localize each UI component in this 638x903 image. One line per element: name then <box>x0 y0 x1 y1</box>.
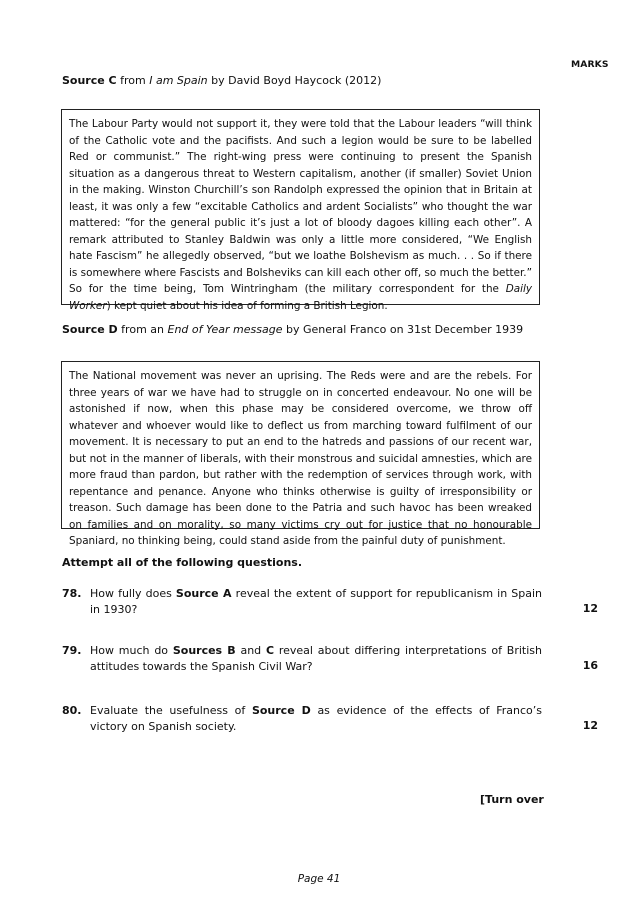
source-d-title: End of Year message <box>167 323 283 336</box>
source-c-daily-worker: Daily Worker <box>69 283 532 312</box>
turn-over: [Turn over <box>480 793 544 806</box>
question-80 <box>62 703 542 734</box>
question-text: Evaluate the usefulness of Source D as evidence of the effects of Franco’s victory on Spanish society. <box>90 704 542 733</box>
question-text: How fully does Source A reveal the extent of support for republicanism in Spain in 1930? <box>90 587 542 616</box>
source-c-heading <box>62 74 381 87</box>
source-d-box <box>61 361 540 547</box>
source-d-prefix: from an <box>117 323 168 336</box>
source-d-suffix: by General Franco on 31st December 1939 <box>282 323 524 336</box>
source-c-text: The Labour Party would not support it, they were told that the Labour leaders “will think of the Catholic vote and the pacifists. And such a legion would be sure to be labelled Red or communist.” The right-wing press were continuing to present the Spanish situation as a dangerous threat to Western capitalism, another (if smaller) Soviet Union in the making. Winston Churchill’s son Randolph expressed the opinion that in Britain at least, it was only a few “excitable Catholics and ardent Socialists” who thought the war mattered: “for the general public it’s just a lot of bloody dagoes killing each other”. A remark attributed to Stanley Baldwin was only a little more considered, “We English hate Fascism” he allegedly observed, “but we loathe Bolshevism as much. . . So if there is somewhere where Fascists and Bolsheviks can kill each other off, so much the better.” So for the time being, Tom Wintringham (the military correspondent for the <box>69 118 532 295</box>
question-number: 78. <box>62 587 82 600</box>
question-text: How much do Sources B and C reveal about differing interpretations of British attitudes towards the Spanish Civil War? <box>90 644 542 673</box>
source-d-label: Source D <box>62 323 118 336</box>
source-d-heading <box>62 323 523 336</box>
source-c-suffix: by David Boyd Haycock (2012) <box>207 74 382 87</box>
question-79-marks: 16 <box>582 659 598 672</box>
source-c-box <box>61 109 540 312</box>
question-79 <box>62 643 542 674</box>
question-80-marks: 12 <box>582 719 598 732</box>
source-c-title: I am Spain <box>149 74 208 87</box>
question-number: 80. <box>62 704 82 717</box>
question-78 <box>62 586 542 617</box>
page-number: Page 41 <box>297 873 341 885</box>
question-number: 79. <box>62 644 82 657</box>
instruction: Attempt all of the following questions. <box>62 556 303 569</box>
source-c-text-end: ) kept quiet about his idea of forming a British Legion. <box>106 299 388 312</box>
question-78-marks: 12 <box>582 602 598 615</box>
source-d-text: The National movement was never an uprising. The Reds were and are the rebels. For three years of war we have had to struggle on in concerted endeavour. No one will be astonished if now, when this phase may be considered overcome, we throw off whatever and whoever would like to deflect us from marching toward fulfilment of our movement. It is necessary to put an end to the hatreds and passions of our recent war, but not in the manner of liberals, with their monstrous and suicidal amnesties, which are more fraud than pardon, but rather with the redemption of services through work, with repentance and penance. Anyone who thinks otherwise is guilty of irresponsibility or treason. Such damage has been done to the Patria and such havoc has been wreaked on families and on morality, so many victims cry out for justice that no honourable Spaniard, no thinking being, could stand aside from the painful duty of punishment. <box>69 370 532 547</box>
source-c-prefix: from <box>116 74 150 87</box>
marks-column-header: MARKS <box>571 59 609 70</box>
source-c-label: Source C <box>62 74 117 87</box>
